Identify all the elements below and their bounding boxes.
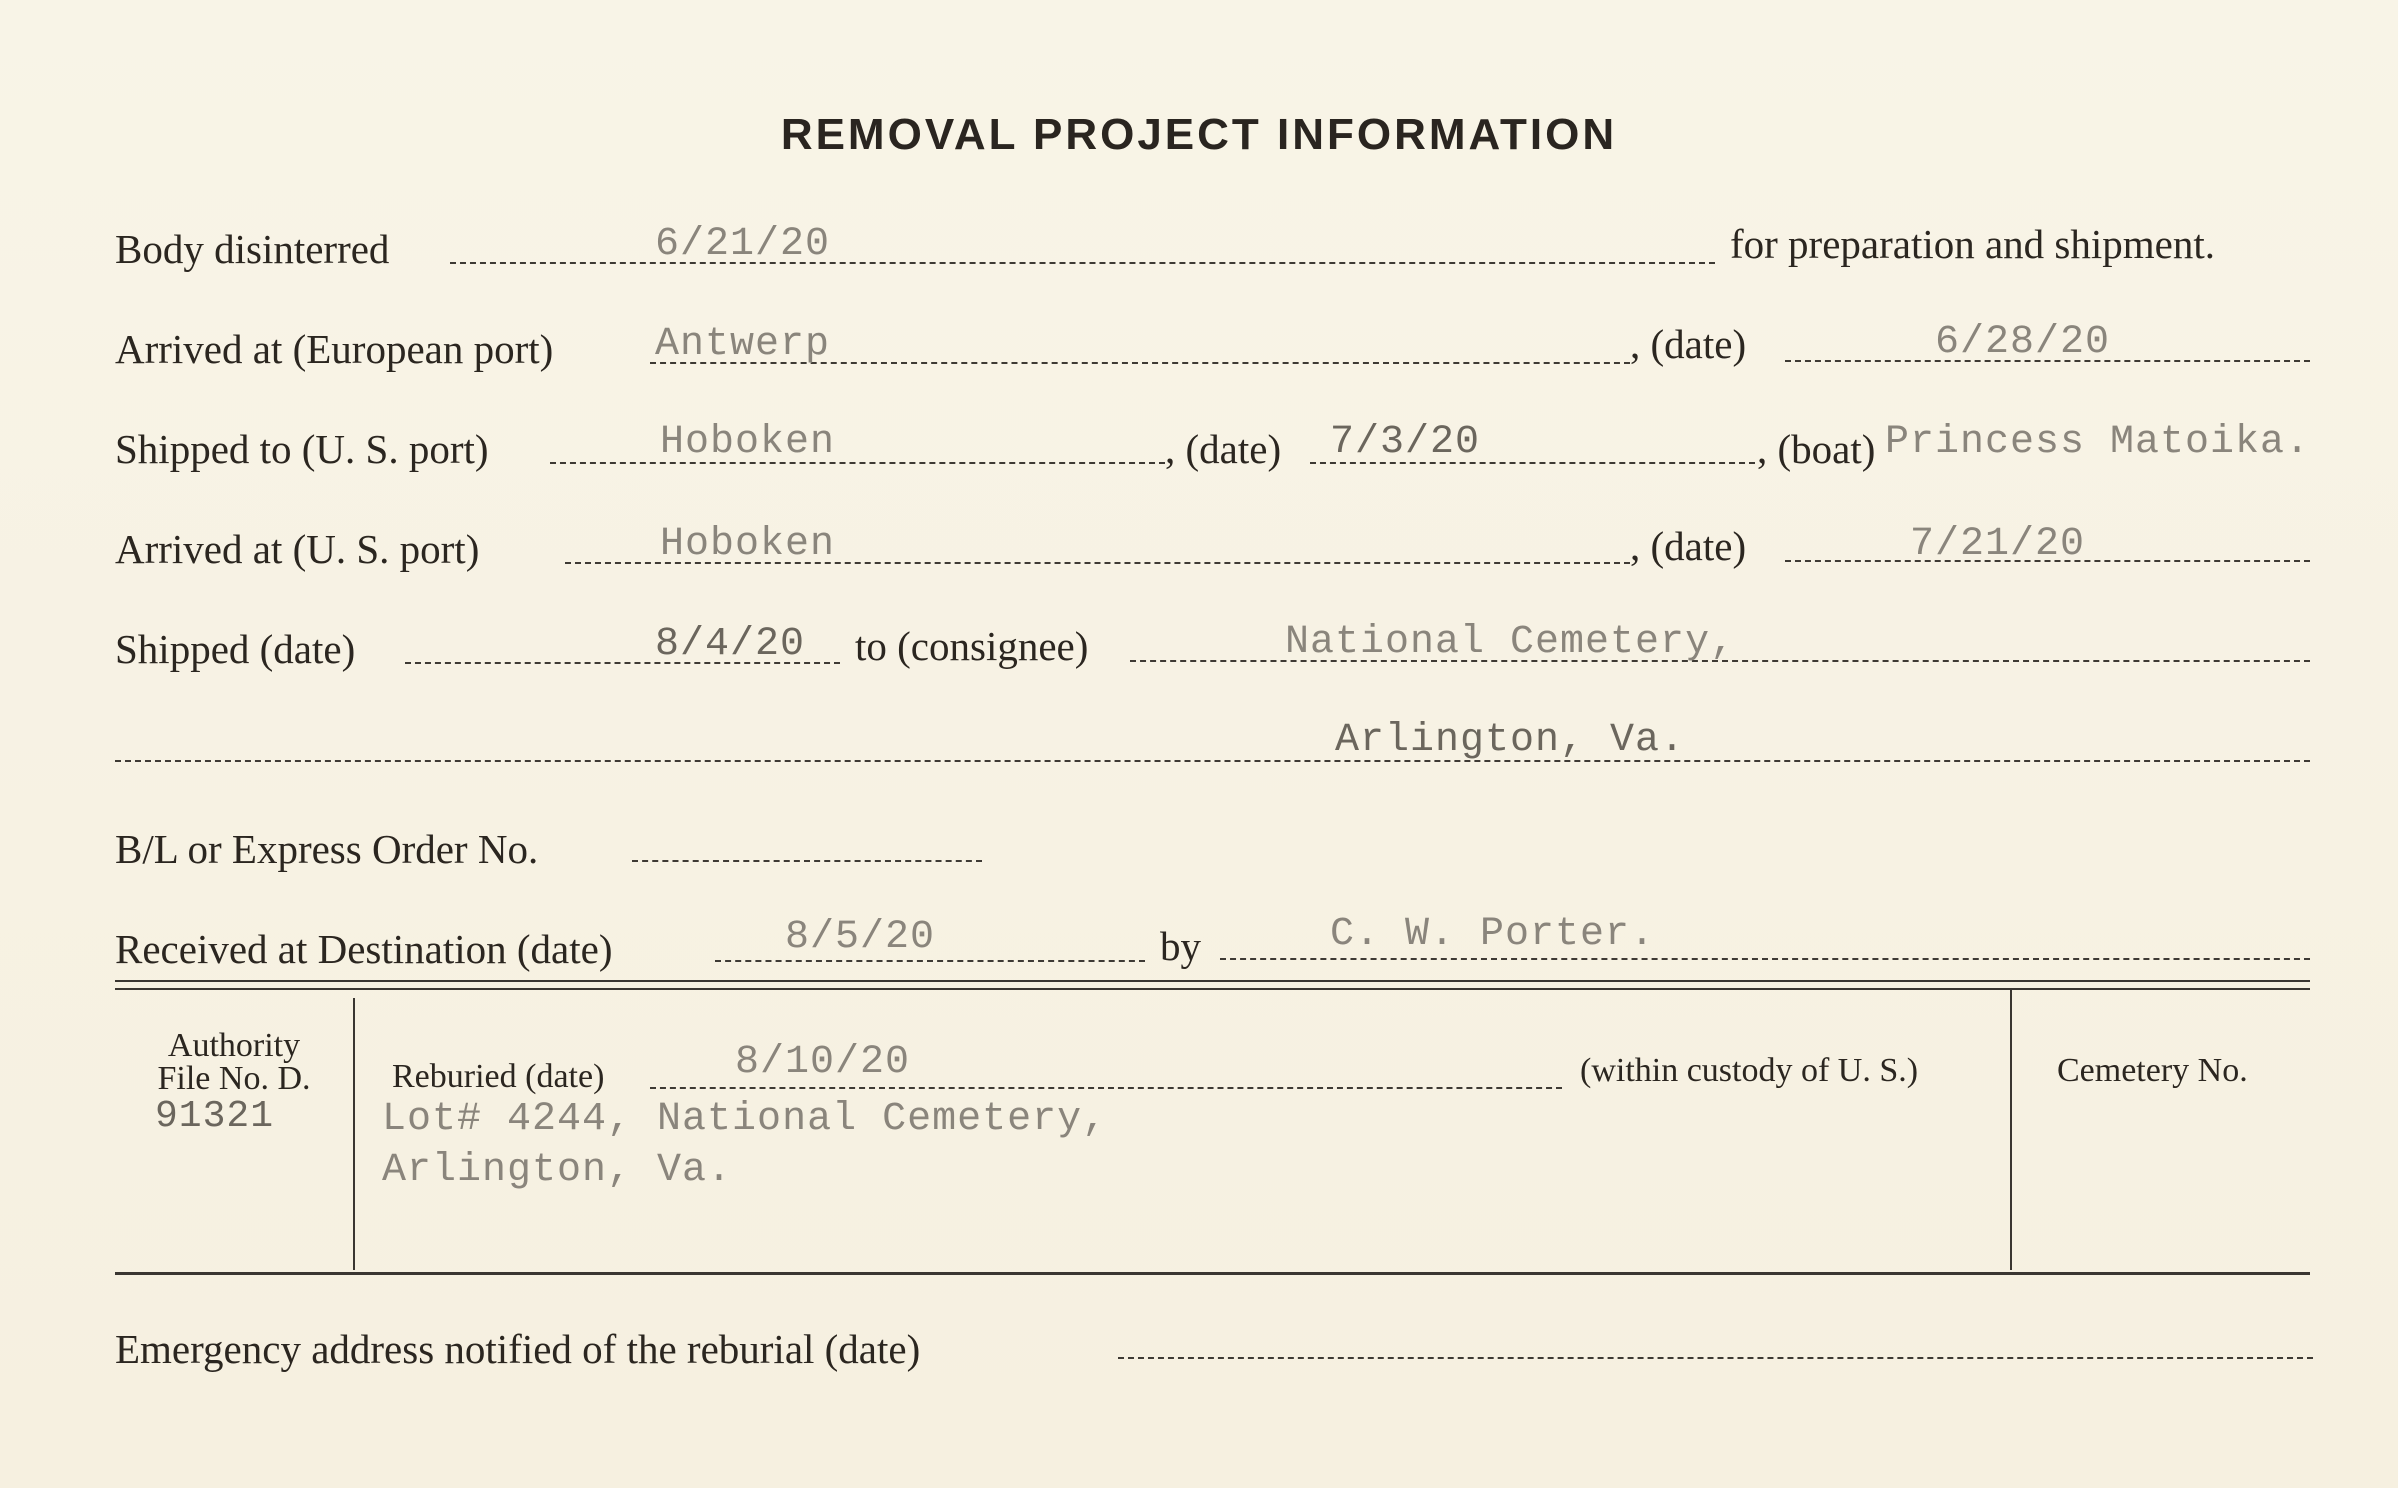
arrived-us-date-label: , (date) <box>1630 523 1747 569</box>
arrived-european-date-label: , (date) <box>1630 321 1747 367</box>
received-date-line <box>715 960 1145 962</box>
shipped-us-line <box>550 462 1165 464</box>
body-disinterred-line <box>450 262 1715 264</box>
reburied-label: Reburied (date) <box>392 1058 605 1095</box>
box-top-rule-1 <box>115 980 2310 982</box>
received-label: Received at Destination (date) <box>115 926 613 972</box>
shipped-date: 8/4/20 <box>655 622 806 667</box>
arrived-us-date: 7/21/20 <box>1910 522 2086 567</box>
shipped-label: Shipped (date) <box>115 626 356 672</box>
shipped-us-date: 7/3/20 <box>1330 420 1481 465</box>
bl-order-label: B/L or Express Order No. <box>115 826 539 872</box>
shipped-us-boat: Princess Matoika. <box>1885 420 2311 465</box>
emergency-label: Emergency address notified of the reburial (date) <box>115 1326 921 1372</box>
received-date: 8/5/20 <box>785 915 936 960</box>
shipped-us-port: Hoboken <box>660 420 836 465</box>
shipped-us-boat-label: , (boat) <box>1757 426 1876 472</box>
box-bottom-rule <box>115 1272 2310 1275</box>
box-divider-right <box>2010 990 2012 1270</box>
reburied-lot-line2: Arlington, Va. <box>382 1148 733 1193</box>
body-disinterred-suffix: for preparation and shipment. <box>1730 221 2216 267</box>
arrived-us-label: Arrived at (U. S. port) <box>115 526 480 572</box>
reburied-lot-line1: Lot# 4244, National Cemetery, <box>382 1097 1108 1142</box>
authority-file-no: 91321 <box>155 1095 275 1138</box>
box-top-rule-2 <box>115 988 2310 990</box>
arrived-us-port: Hoboken <box>660 522 836 567</box>
received-by-line <box>1220 958 2310 960</box>
card-title: REMOVAL PROJECT INFORMATION <box>780 110 1618 159</box>
reburied-custody: (within custody of U. S.) <box>1580 1052 1919 1089</box>
cemetery-no-label: Cemetery No. <box>2057 1052 2248 1089</box>
shipped-us-date-label: , (date) <box>1165 426 1282 472</box>
bl-order-line <box>632 860 982 862</box>
consignee-continuation-line <box>115 760 2310 762</box>
consignee-line2: Arlington, Va. <box>1335 718 1686 763</box>
arrived-european-label: Arrived at (European port) <box>115 326 554 372</box>
arrived-european-date: 6/28/20 <box>1935 320 2111 365</box>
reburied-date-line <box>650 1087 1562 1089</box>
body-disinterred-value: 6/21/20 <box>655 222 831 267</box>
arrived-european-port: Antwerp <box>655 322 831 367</box>
box-divider-left <box>353 998 355 1270</box>
shipped-us-label: Shipped to (U. S. port) <box>115 426 489 472</box>
consignee-line1: National Cemetery, <box>1285 620 1736 665</box>
consignee-label: to (consignee) <box>855 623 1089 669</box>
received-by: C. W. Porter. <box>1330 912 1656 957</box>
authority-label-2: File No. D. <box>157 1060 311 1097</box>
received-by-label: by <box>1160 923 1201 969</box>
reburied-date: 8/10/20 <box>735 1040 911 1085</box>
body-disinterred-label: Body disinterred <box>115 226 390 272</box>
authority-label-1: Authority <box>167 1027 301 1064</box>
emergency-date-line <box>1118 1357 2313 1359</box>
